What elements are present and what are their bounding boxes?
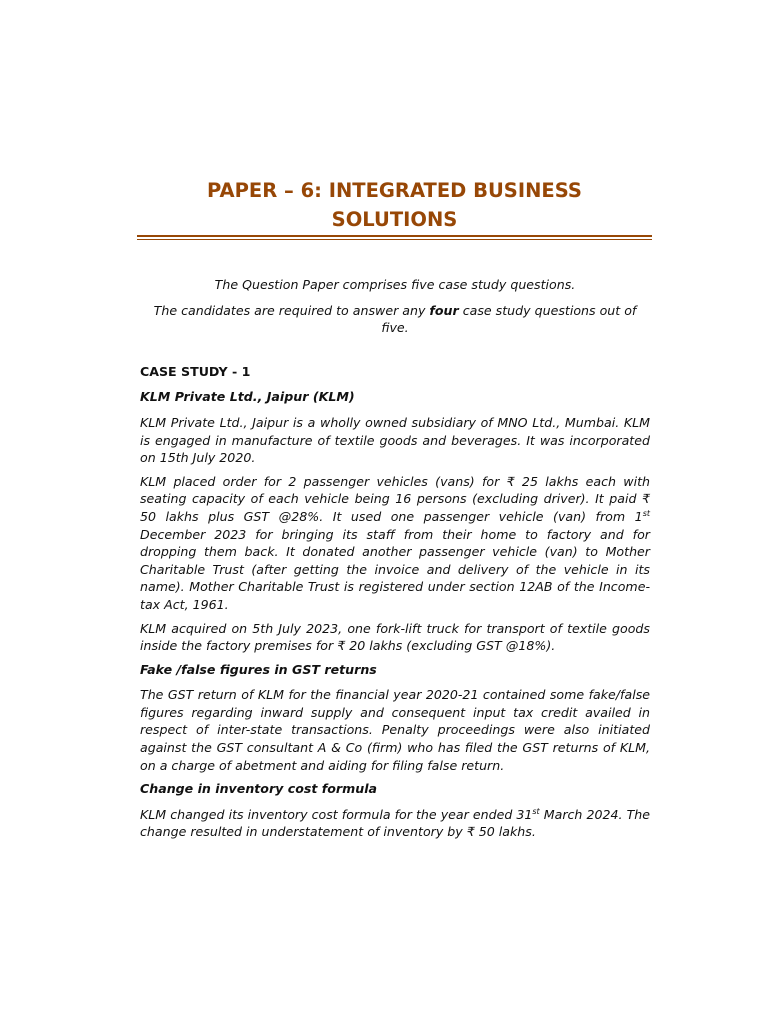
inventory-heading: Change in inventory cost formula bbox=[140, 781, 378, 797]
intro2-post: case study questions out of five. bbox=[381, 302, 637, 336]
intro2-bold: four bbox=[429, 302, 459, 318]
company-heading: KLM Private Ltd., Jaipur (KLM) bbox=[140, 389, 355, 405]
paragraph-2 bbox=[140, 473, 650, 614]
fake-figures-heading: Fake /false figures in GST returns bbox=[140, 661, 377, 677]
paper-title-line1: PAPER – 6: INTEGRATED BUSINESS bbox=[207, 179, 582, 202]
intro2-pre: The candidates are required to answer any bbox=[153, 302, 430, 318]
paragraph-5 bbox=[140, 806, 650, 841]
title-block bbox=[137, 176, 652, 234]
para2-sup: st bbox=[642, 508, 650, 518]
para5-b: March 2024. The change resulted in understatement of inventory by ₹ 50 lakhs. bbox=[140, 806, 650, 840]
paragraph-4: The GST return of KLM for the financial year 2020-21 contained some fake/false figures regarding inward supply and consequent input tax credit availed in respect of inter-state transactions. Penalty proceedings were also initiated against the GST consultant A & Co (firm) who has filed the GST returns of KLM, on a charge of abetment and aiding for filing false return. bbox=[140, 687, 650, 773]
para2-b: December 2023 for bringing its staff from their home to factory and for dropping them back. It donated another passenger vehicle (van) to Mother Charitable Trust (after getting the invoice and delivery of the vehicle in its name). Mother Charitable Trust is registered under section 12AB of the Income-tax Act, 1961. bbox=[140, 526, 650, 612]
title-divider bbox=[137, 235, 652, 240]
intro-line-2 bbox=[140, 302, 650, 337]
para5-a: KLM changed its inventory cost formula for the year ended 31 bbox=[140, 806, 533, 822]
document-body bbox=[140, 276, 650, 847]
case-study-heading: CASE STUDY - 1 bbox=[140, 363, 251, 379]
paragraph-3: KLM acquired on 5th July 2023, one fork-lift truck for transport of textile goods inside the factory premises for ₹ 20 lakhs (excluding GST @18%). bbox=[140, 620, 650, 654]
para2-a: KLM placed order for 2 passenger vehicles (vans) for ₹ 25 lakhs each with seating capacity of each vehicle being 16 persons (excluding driver). It paid ₹ 50 lakhs plus GST @28%. It used one passenger vehicle (van) from 1 bbox=[140, 473, 650, 524]
paragraph-1: KLM Private Ltd., Jaipur is a wholly owned subsidiary of MNO Ltd., Mumbai. KLM is engaged in manufacture of textile goods and beverages. It was incorporated on 15th July 2020. bbox=[140, 414, 650, 466]
paper-title-line2: SOLUTIONS bbox=[331, 208, 458, 231]
intro-line-1: The Question Paper comprises five case study questions. bbox=[214, 277, 576, 292]
para5-sup: st bbox=[532, 806, 540, 816]
